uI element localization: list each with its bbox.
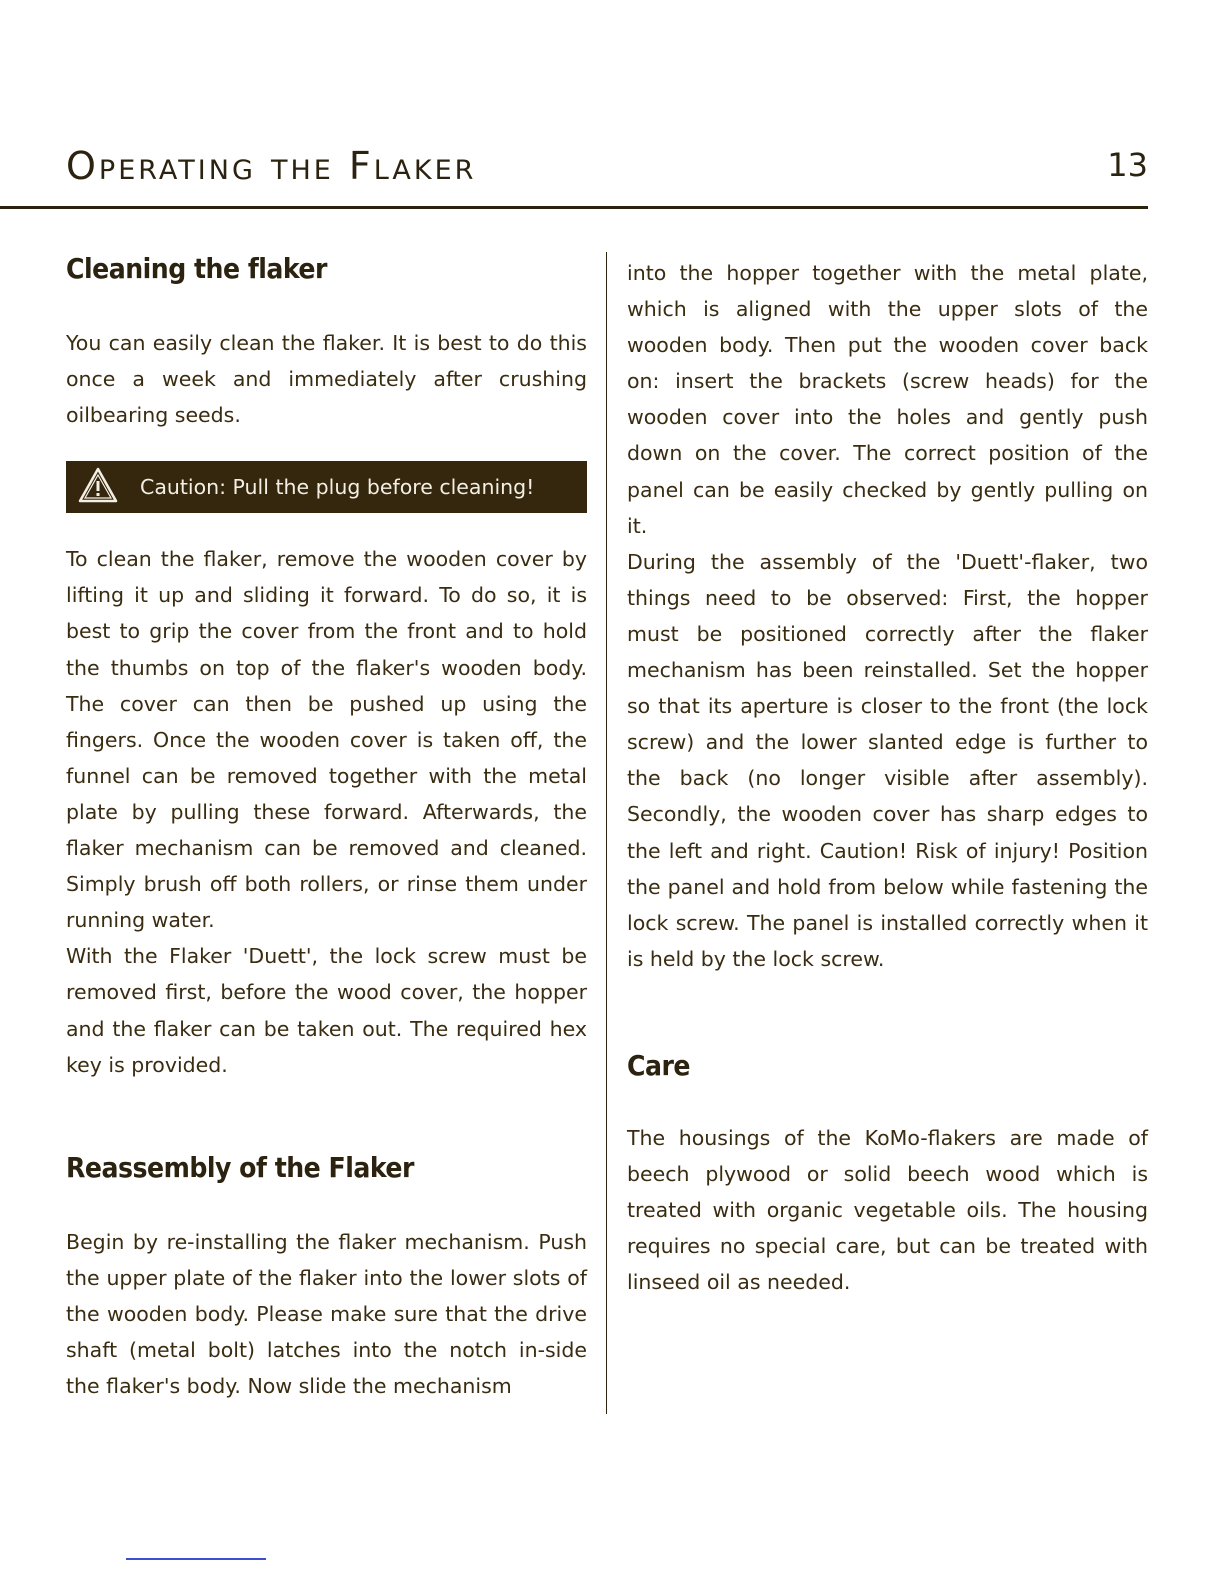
cleaning-body-1: To clean the flaker, remove the wooden cover by lifting it up and sliding it forward. To do so, it is best to grip the cover from the front and to hold the thumbs on top of the flaker's wooden body. The cover can then be pushed up using the fingers. Once the wooden cover is taken off, the funnel can be removed together with the metal plate by pulling these forward. Afterwards, the flaker mechanism can be removed and cleaned. Simply brush off both rollers, or rinse them under running water.: [66, 547, 587, 933]
cleaning-body-2: With the Flaker 'Duett', the lock screw must be removed first, before the wood cover, the hopper and the flaker can be taken out. The required hex key is provided.: [66, 944, 587, 1077]
reassembly-body: Begin by re-installing the flaker mechanism. Push the upper plate of the flaker into the lower slots of the wooden body. Please make sure that the drive shaft (metal bolt) latches into the notch in-side the flaker's body. Now slide the mechanism: [66, 1229, 587, 1399]
care-heading: Care: [627, 1048, 690, 1082]
caution-box: [66, 461, 587, 513]
cleaning-heading: Cleaning the flaker: [66, 252, 327, 285]
reassembly-continued-1: into the hopper together with the metal plate, which is aligned with the upper slots of the wooden body. Then put the wooden cover back on: insert the brackets (screw heads) for the wooden cover into the holes and gently push down on the cover. The correct position of the panel can be easily checked by gently pulling on it.: [627, 261, 1148, 538]
care-body: The housings of the KoMo-flakers are made of beech plywood or solid beech wood which is treated with organic vegetable oils. The housing requires no special care, but can be treated with linseed oil as needed.: [627, 1125, 1148, 1295]
cleaning-intro: You can easily clean the flaker. It is best to do this once a week and immediately after crushing oilbearing seeds.: [66, 331, 587, 428]
reassembly-heading: Reassembly of the Flaker: [66, 1150, 414, 1184]
caution-text: Caution: Pull the plug before cleaning!: [140, 475, 535, 500]
left-column: [66, 250, 587, 1404]
footer-link-line: [126, 1558, 266, 1560]
page-header: [0, 140, 1148, 209]
page-title: Operating the Flaker: [66, 144, 477, 188]
warning-triangle-icon: [78, 467, 140, 508]
page-number: 13: [1107, 146, 1148, 184]
column-divider: [606, 252, 607, 1414]
right-column: [627, 250, 1148, 1300]
reassembly-continued-2: During the assembly of the 'Duett'-flaker, two things need to be observed: First, the hopper must be positioned correctly after the flaker mechanism has been reinstalled. Set the hopper so that its aperture is closer to the front (the lock screw) and the lower slanted edge is further to the back (no longer visible after assembly). Secondly, the wooden cover has sharp edges to the left and right. Caution! Risk of injury! Position the panel and hold from below while fastening the lock screw. The panel is installed correctly when it is held by the lock screw.: [627, 549, 1148, 971]
